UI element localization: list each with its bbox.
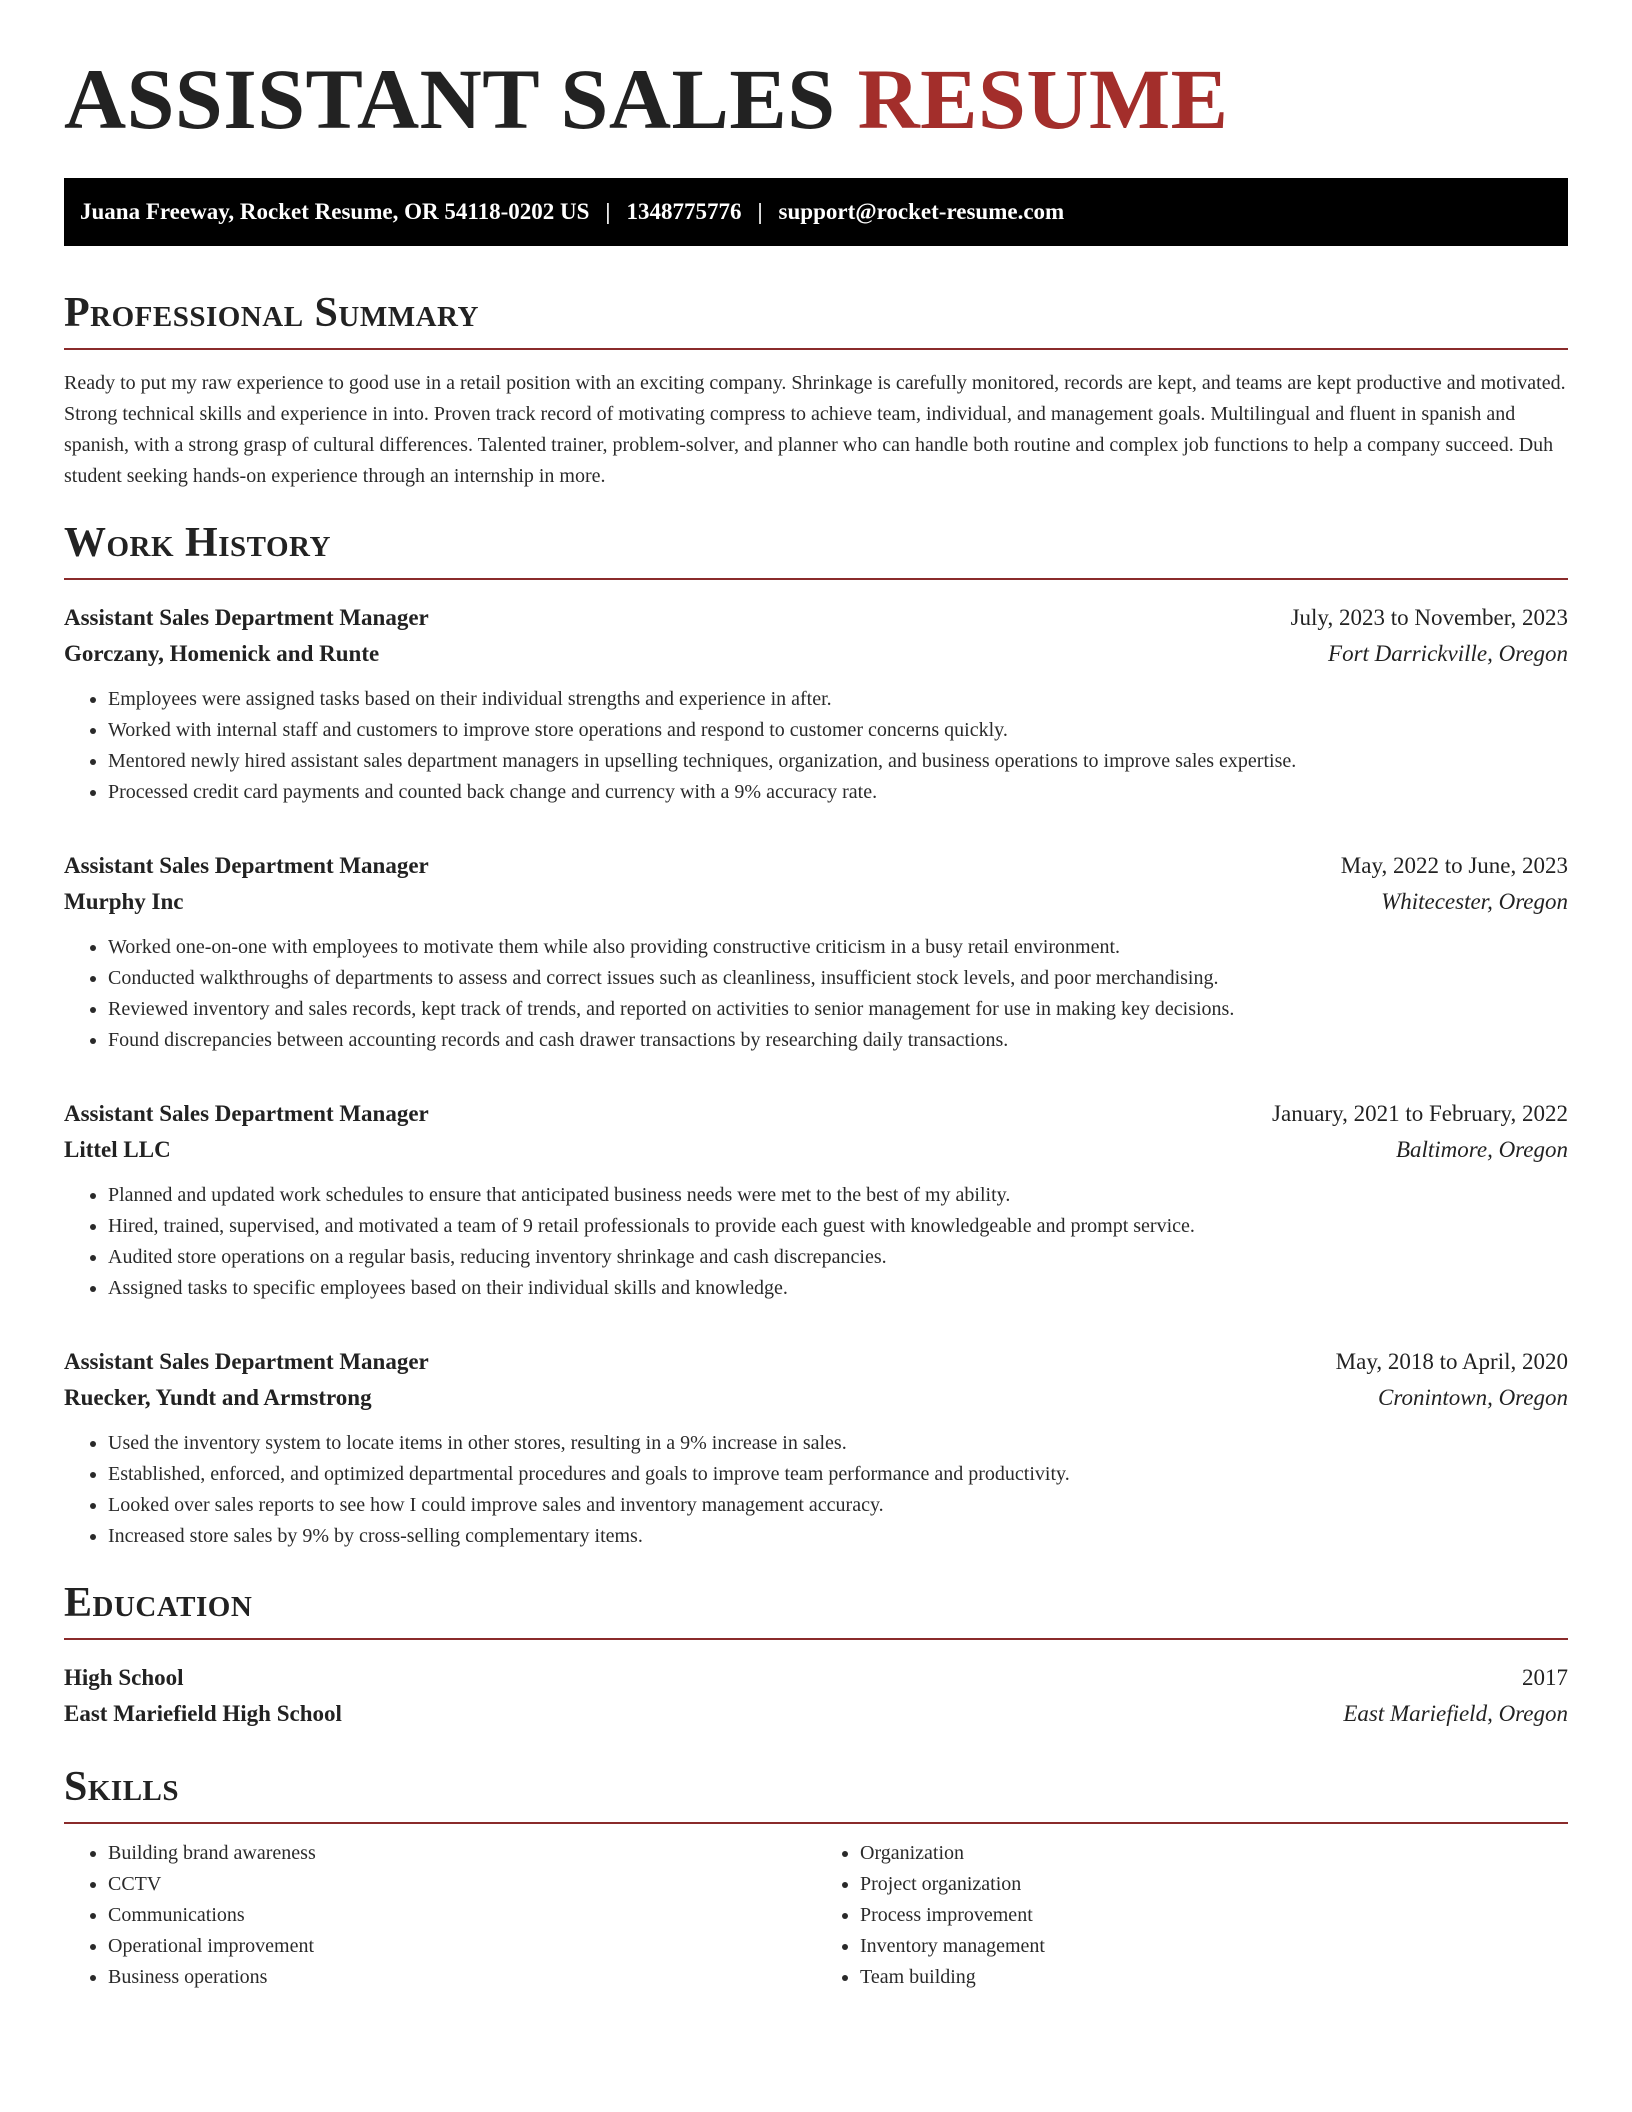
job-bullet: • Assigned tasks to specific employees based on their individual skills and knowledge.: [108, 1273, 1568, 1304]
job-dates: May, 2022 to June, 2023: [1340, 853, 1568, 878]
job-title: Assistant Sales Department Manager: [64, 1349, 429, 1374]
skill-item: • Communications: [108, 1900, 816, 1931]
skill-item: • Project organization: [860, 1869, 1568, 1900]
job-entry: [64, 848, 1568, 1056]
job-location: Fort Darrickville, Oregon: [1328, 641, 1568, 666]
job-bullet: • Employees were assigned tasks based on their individual strengths and experience in after.: [108, 684, 1568, 715]
skills-columns: [64, 1838, 1568, 1993]
job-entry: [64, 600, 1568, 808]
education-section: [64, 1582, 1568, 1732]
job-bullet: • Audited store operations on a regular basis, reducing inventory shrinkage and cash discrepancies.: [108, 1242, 1568, 1273]
work-history-heading: Work History: [64, 522, 1568, 580]
work-history-section: [64, 522, 1568, 1552]
job-bullets: [64, 1180, 1568, 1304]
skills-section: [64, 1766, 1568, 1993]
job-entry: [64, 1344, 1568, 1552]
job-bullet: • Used the inventory system to locate items in other stores, resulting in a 9% increase in sales.: [108, 1428, 1568, 1459]
job-bullet: • Established, enforced, and optimized departmental procedures and goals to improve team performance and productivity.: [108, 1459, 1568, 1490]
contact-separator: |: [757, 199, 763, 224]
skill-item: • Organization: [860, 1838, 1568, 1869]
skills-heading: Skills: [64, 1766, 1568, 1824]
title-main: ASSISTANT SALES: [64, 51, 836, 147]
contact-separator: |: [605, 199, 611, 224]
skill-item: • Operational improvement: [108, 1931, 816, 1962]
job-bullet: • Conducted walkthroughs of departments to assess and correct issues such as cleanliness, insufficient stock levels, and poor merchandising.: [108, 963, 1568, 994]
job-entry: [64, 1096, 1568, 1304]
job-bullets: [64, 1428, 1568, 1552]
job-dates: July, 2023 to November, 2023: [1290, 605, 1568, 630]
skill-item: • Inventory management: [860, 1931, 1568, 1962]
job-bullet: • Worked one-on-one with employees to motivate them while also providing constructive criticism in a busy retail environment.: [108, 932, 1568, 963]
job-company: Ruecker, Yundt and Armstrong: [64, 1385, 372, 1410]
job-title: Assistant Sales Department Manager: [64, 605, 429, 630]
summary-text: Ready to put my raw experience to good use in a retail position with an exciting company. Shrinkage is carefully monitored, records are kept, and teams are kept productive and motivated. Strong technical skills and experience in into. Proven track record of motivating compress to achieve team, individual, and management goals. Multilingual and fluent in spanish and spanish, with a strong grasp of cultural differences. Talented trainer, problem-solver, and planner who can handle both routine and complex job functions to help a company succeed. Duh student seeking hands-on experience through an internship in more.: [64, 372, 1566, 487]
resume-title: [64, 51, 1568, 147]
job-bullet: • Mentored newly hired assistant sales department managers in upselling techniques, organization, and business operations to improve sales expertise.: [108, 746, 1568, 777]
job-title: Assistant Sales Department Manager: [64, 1101, 429, 1126]
education-heading: Education: [64, 1582, 1568, 1640]
job-bullets: [64, 932, 1568, 1056]
skills-list-right: [816, 1838, 1568, 1993]
summary-section: [64, 292, 1568, 492]
job-location: Baltimore, Oregon: [1395, 1137, 1568, 1162]
skills-list-left: [64, 1838, 816, 1993]
education-entry: [64, 1660, 1568, 1732]
title-accent: RESUME: [857, 51, 1229, 147]
skill-item: • Team building: [860, 1962, 1568, 1993]
skill-item: • Building brand awareness: [108, 1838, 816, 1869]
job-company: Murphy Inc: [64, 889, 184, 914]
job-dates: May, 2018 to April, 2020: [1335, 1349, 1568, 1374]
skill-item: • Process improvement: [860, 1900, 1568, 1931]
contact-phone[interactable]: 1348775776: [626, 199, 742, 224]
job-bullet: • Found discrepancies between accounting records and cash drawer transactions by researching daily transactions.: [108, 1025, 1568, 1056]
job-bullets: [64, 684, 1568, 808]
skill-item: • CCTV: [108, 1869, 816, 1900]
summary-heading: Professional Summary: [64, 292, 1568, 350]
contact-bar: [64, 178, 1568, 246]
education-school: East Mariefield High School: [64, 1701, 342, 1726]
contact-address: Juana Freeway, Rocket Resume, OR 54118-0202 US: [80, 199, 590, 224]
education-degree: High School: [64, 1665, 184, 1690]
job-bullet: • Reviewed inventory and sales records, kept track of trends, and reported on activities to senior management for use in making key decisions.: [108, 994, 1568, 1025]
skill-item: • Business operations: [108, 1962, 816, 1993]
job-title: Assistant Sales Department Manager: [64, 853, 429, 878]
education-location: East Mariefield, Oregon: [1343, 1701, 1568, 1726]
job-bullet: • Processed credit card payments and counted back change and currency with a 9% accuracy rate.: [108, 777, 1568, 808]
job-location: Cronintown, Oregon: [1378, 1385, 1568, 1410]
contact-email[interactable]: support@rocket-resume.com: [778, 199, 1065, 224]
job-bullet: • Worked with internal staff and customers to improve store operations and respond to customer concerns quickly.: [108, 715, 1568, 746]
job-bullet: • Increased store sales by 9% by cross-selling complementary items.: [108, 1521, 1568, 1552]
education-year: 2017: [1522, 1665, 1568, 1690]
job-bullet: • Planned and updated work schedules to ensure that anticipated business needs were met to the best of my ability.: [108, 1180, 1568, 1211]
job-location: Whitecester, Oregon: [1381, 889, 1568, 914]
job-bullet: • Hired, trained, supervised, and motivated a team of 9 retail professionals to provide each guest with knowledgeable and prompt service.: [108, 1211, 1568, 1242]
job-dates: January, 2021 to February, 2022: [1272, 1101, 1568, 1126]
job-bullet: • Looked over sales reports to see how I could improve sales and inventory management accuracy.: [108, 1490, 1568, 1521]
job-company: Gorczany, Homenick and Runte: [64, 641, 380, 666]
job-company: Littel LLC: [64, 1137, 171, 1162]
